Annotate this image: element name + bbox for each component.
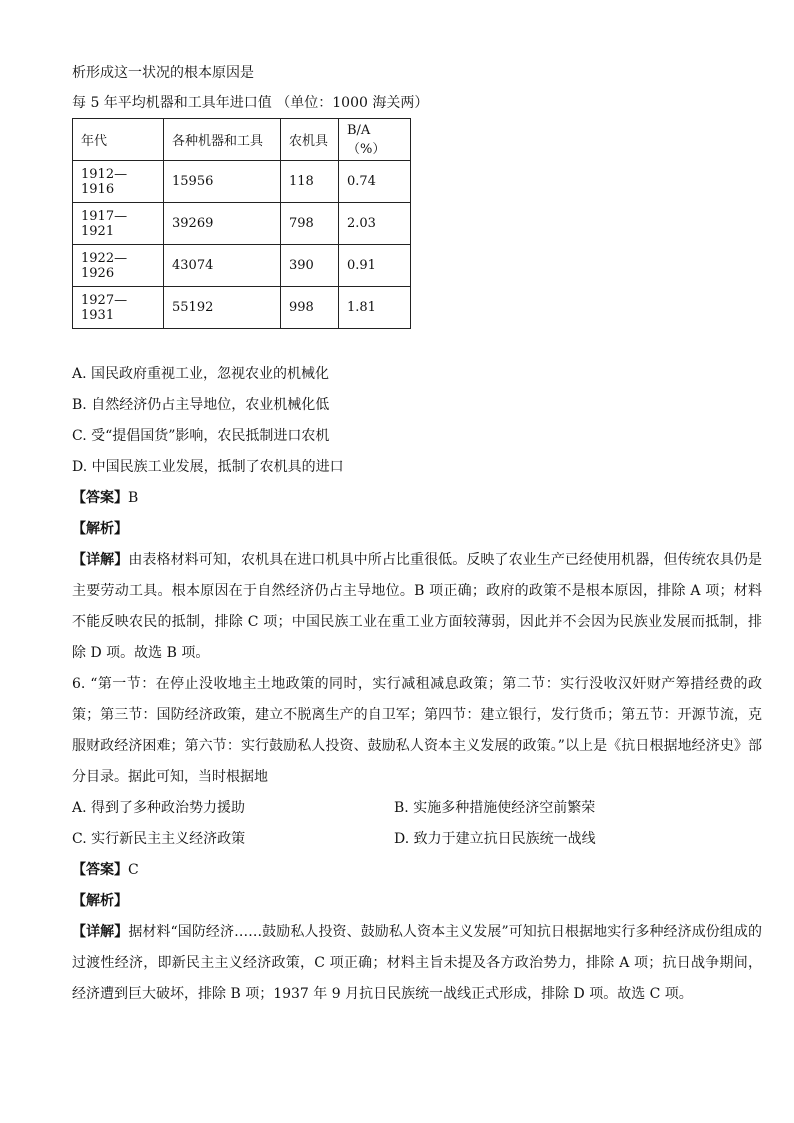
q5-option-a: A. 国民政府重视工业，忽视农业的机械化	[72, 366, 330, 382]
q5-option-c: C. 受“提倡国货”影响，农民抵制进口农机	[72, 428, 330, 444]
analysis-tag: 【解析】	[72, 893, 128, 909]
document-page	[72, 62, 762, 1010]
q5-intro: 析形成这一状况的根本原因是	[72, 65, 254, 81]
q6-detail	[72, 917, 762, 1010]
answer-value: C	[128, 862, 139, 878]
header-cell: 各种机器和工具	[164, 119, 281, 161]
table-caption: 每 5 年平均机器和工具年进口值 （单位：1000 海关两）	[72, 95, 429, 111]
header-cell: B/A（%）	[339, 119, 411, 161]
detail-tag: 【详解】	[72, 552, 129, 568]
detail-text: 由表格材料可知，农机具在进口机具中所占比重很低。反映了农业生产已经使用机器，但传统农具仍是主要劳动工具。根本原因在于自然经济仍占主导地位。B 项正确；政府的政策不是根本原因，排除 A 项；材料不能反映农民的抵制，排除 C 项；中国民族工业在重工业方面较薄弱，因此并不会因为民族业发展而抵制，排除 D 项。故选 B 项。	[72, 552, 763, 661]
q5-analysis	[72, 514, 762, 545]
table-cell: 118	[281, 161, 339, 203]
detail-tag: 【详解】	[72, 924, 129, 940]
answer-tag: 【答案】	[72, 490, 128, 506]
q6-option-c: C. 实行新民主主义经济政策	[72, 831, 246, 847]
analysis-tag: 【解析】	[72, 521, 128, 537]
header-cell: 年代	[73, 119, 164, 161]
q5-option-b: B. 自然经济仍占主导地位，农业机械化低	[72, 397, 330, 413]
q6-answer	[72, 855, 762, 886]
table-cell: 1927—1931	[73, 287, 164, 329]
table-cell: 390	[281, 245, 339, 287]
q6-options-row-1	[72, 793, 762, 824]
table-cell: 2.03	[339, 203, 411, 245]
table-cell: 1917—1921	[73, 203, 164, 245]
q6-analysis	[72, 886, 762, 917]
q5-option-d: D. 中国民族工业发展，抵制了农机具的进口	[72, 459, 344, 475]
table-cell: 43074	[164, 245, 281, 287]
table-cell: 1912—1916	[73, 161, 164, 203]
table-cell: 998	[281, 287, 339, 329]
header-cell: 农机具	[281, 119, 339, 161]
table-cell: 1922—1926	[73, 245, 164, 287]
table-row	[73, 245, 411, 287]
table-cell: 39269	[164, 203, 281, 245]
table-header-row	[73, 119, 411, 161]
table-cell: 798	[281, 203, 339, 245]
q6-option-b: B. 实施多种措施使经济空前繁荣	[394, 800, 596, 816]
q6-stem: 6. “第一节：在停止没收地主土地政策的同时，实行减租减息政策；第二节：实行没收汉奸财产筹措经费的政策；第三节：国防经济政策，建立不脱离生产的自卫军；第四节：建立银行，发行货币；第五节：开源节流，克服财政经济困难；第六节：实行鼓励私人投资、鼓励私人资本主义发展的政策。”以上是《抗日根据地经济史》部分目录。据此可知，当时根据地	[72, 676, 762, 785]
q6-option-d: D. 致力于建立抗日民族统一战线	[394, 831, 596, 847]
q6-options-row-2	[72, 824, 762, 855]
import-table	[72, 118, 411, 329]
table-row	[73, 287, 411, 329]
table-cell: 15956	[164, 161, 281, 203]
answer-tag: 【答案】	[72, 862, 128, 878]
q5-detail	[72, 545, 762, 669]
detail-text: 据材料“国防经济……鼓励私人投资、鼓励私人资本主义发展”可知抗日根据地实行多种经济成份组成的过渡性经济，即新民主主义经济政策，C 项正确；材料主旨未提及各方政治势力，排除 A 项；抗日战争期间，经济遭到巨大破坏，排除 B 项；1937 年 9 月抗日民族统一战线正式形成，排除 D 项。故选 C 项。	[72, 924, 763, 1002]
table-cell: 0.74	[339, 161, 411, 203]
table-cell: 55192	[164, 287, 281, 329]
q6-option-a: A. 得到了多种政治势力援助	[72, 800, 246, 816]
table-cell: 1.81	[339, 287, 411, 329]
table-row	[73, 203, 411, 245]
q5-options	[72, 359, 762, 483]
table-row	[73, 161, 411, 203]
answer-value: B	[128, 490, 139, 506]
table-cell: 0.91	[339, 245, 411, 287]
q5-answer	[72, 483, 762, 514]
